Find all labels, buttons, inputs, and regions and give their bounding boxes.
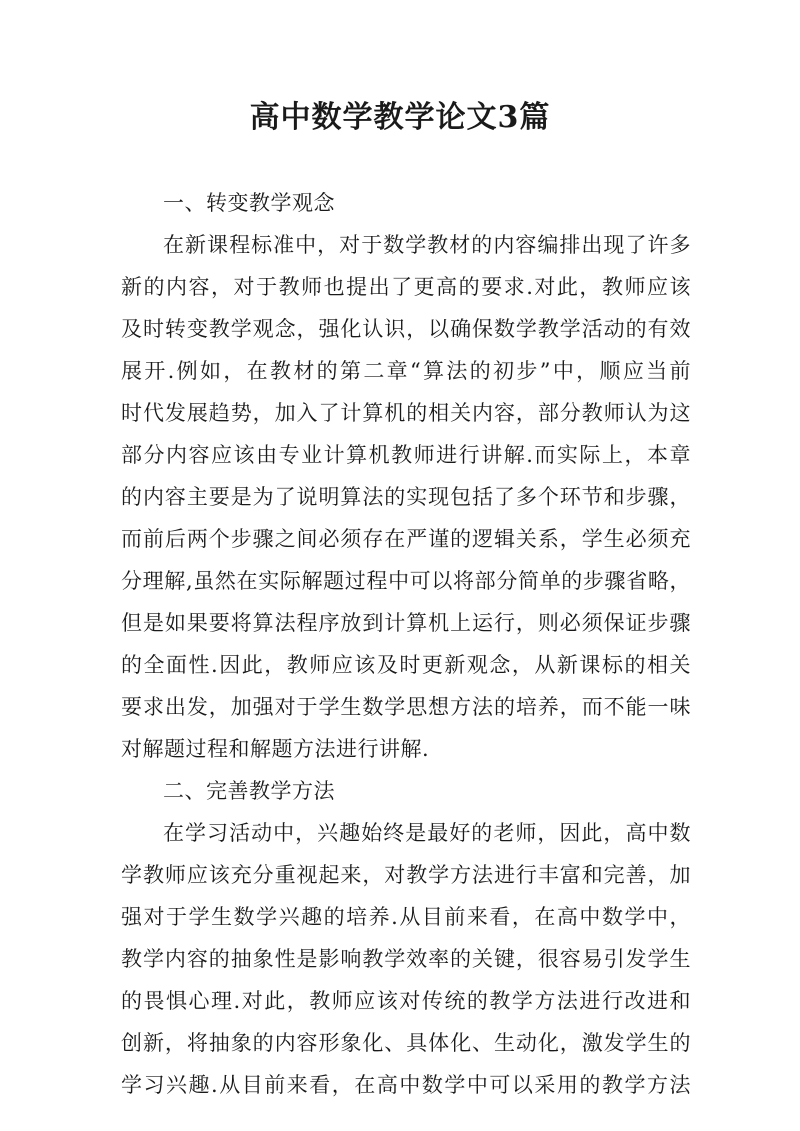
document-body	[121, 182, 691, 1106]
paragraph-line: 在学习活动中，兴趣始终是最好的老师，因此，高中数	[163, 821, 691, 845]
paragraph-line: 在新课程标准中，对于数学教材的内容编排出现了许多	[163, 233, 691, 257]
paragraph-line: 学教师应该充分重视起来，对教学方法进行丰富和完善，加	[121, 863, 691, 887]
paragraph-line: 展开.例如，在教材的第二章“算法的初步”中，顺应当前	[121, 359, 691, 383]
paragraph-line: 要求出发，加强对于学生数学思想方法的培养，而不能一味	[121, 695, 691, 719]
paragraph-line: 的内容主要是为了说明算法的实现包括了多个环节和步骤，	[121, 485, 691, 509]
paragraph-line: 对解题过程和解题方法进行讲解.	[121, 737, 430, 761]
document-title: 高中数学教学论文3篇	[249, 100, 551, 135]
paragraph-line: 的畏惧心理.对此，教师应该对传统的教学方法进行改进和	[121, 989, 691, 1013]
paragraph-line: 但是如果要将算法程序放到计算机上运行，则必须保证步骤	[121, 611, 691, 635]
paragraph-line: 教学内容的抽象性是影响教学效率的关键，很容易引发学生	[121, 947, 691, 971]
section-heading: 一、转变教学观念	[163, 191, 335, 215]
paragraph-line: 强对于学生数学兴趣的培养.从目前来看，在高中数学中，	[121, 905, 691, 929]
paragraph-line: 及时转变教学观念，强化认识，以确保数学教学活动的有效	[121, 317, 691, 341]
paragraph-line: 部分内容应该由专业计算机教师进行讲解.而实际上，本章	[121, 443, 691, 467]
paragraph-line: 分理解,虽然在实际解题过程中可以将部分简单的步骤省略，	[121, 569, 691, 593]
paragraph-line: 的全面性.因此，教师应该及时更新观念，从新课标的相关	[121, 653, 691, 677]
section-heading: 二、完善教学方法	[163, 779, 335, 803]
paragraph-line: 学习兴趣.从目前来看，在高中数学中可以采用的教学方法	[121, 1073, 691, 1097]
paragraph-line: 新的内容，对于教师也提出了更高的要求.对此，教师应该	[121, 275, 691, 299]
paragraph-line: 而前后两个步骤之间必须存在严谨的逻辑关系，学生必须充	[121, 527, 691, 551]
paragraph-line: 时代发展趋势，加入了计算机的相关内容，部分教师认为这	[121, 401, 691, 425]
paragraph-line: 创新，将抽象的内容形象化、具体化、生动化，激发学生的	[121, 1031, 691, 1055]
